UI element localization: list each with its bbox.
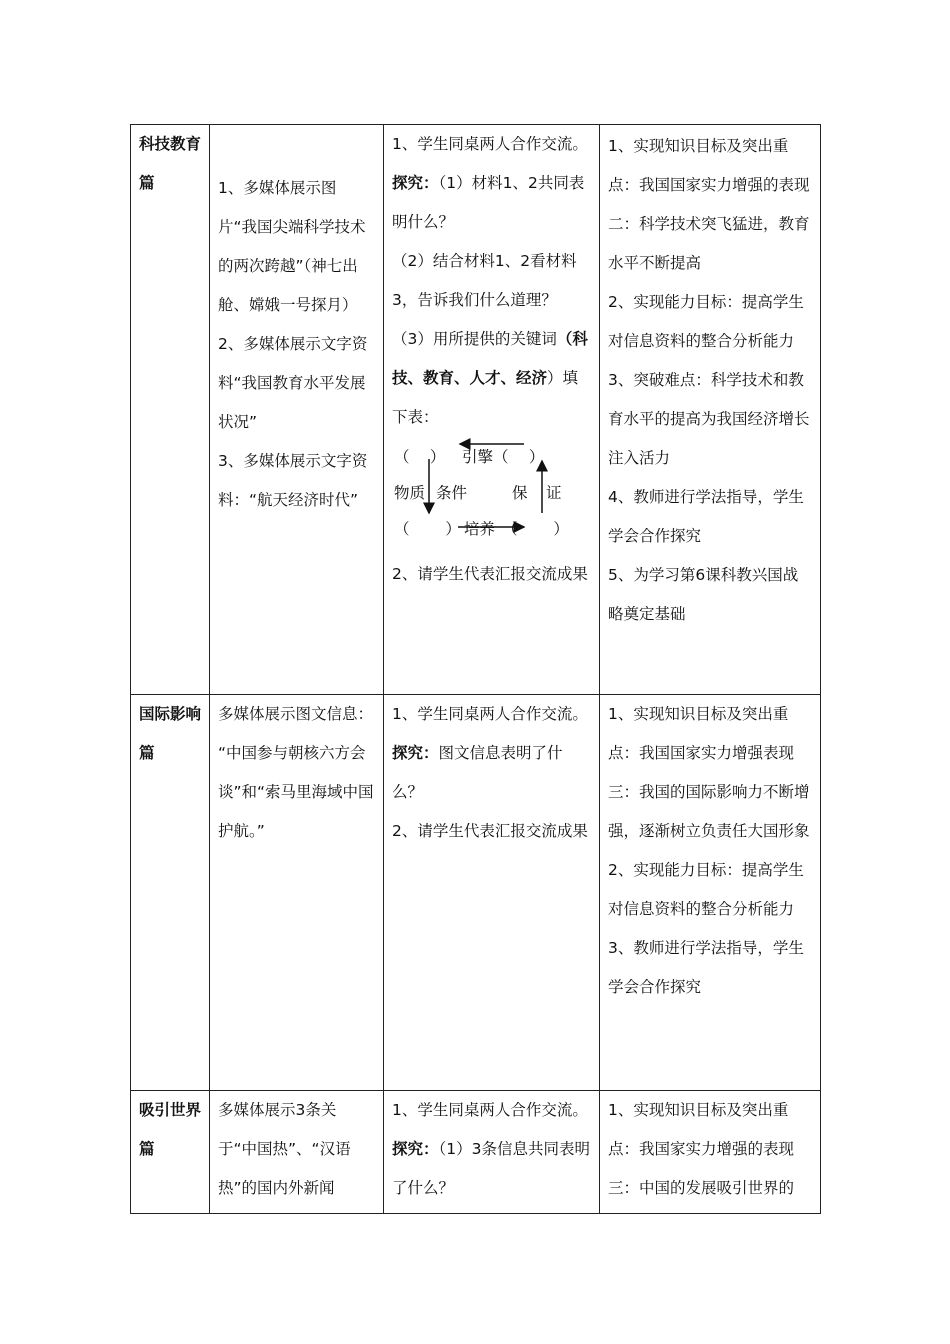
- section-title: 国际影响篇: [139, 705, 202, 762]
- design-intent-cell: [600, 1091, 821, 1214]
- diagram-box-top-left: （ ）: [394, 448, 446, 466]
- goal-item: 2、实现能力目标：提高学生对信息资料的整合分析能力: [608, 293, 804, 350]
- media-cell: [210, 695, 384, 1091]
- activity-text: 1、学生同桌两人合作交流。探究：图文信息表明了什么？: [392, 705, 588, 801]
- diagram-box-bottom-left: （ ）: [394, 520, 461, 538]
- diagram-label-guarantee-1: 保: [512, 484, 528, 502]
- diagram-label-cultivate: 培养: [464, 520, 496, 538]
- diagram-box-top-right: 引擎（ ）: [462, 448, 545, 466]
- student-activity-cell: [384, 125, 600, 695]
- student-activity-cell: [384, 695, 600, 1091]
- section-title-cell: [131, 695, 210, 1091]
- goal-item: 2、实现能力目标：提高学生对信息资料的整合分析能力: [608, 861, 804, 918]
- diagram-label-material: 物质: [394, 484, 426, 502]
- media-item: “中国参与朝核六方会谈”和“索马里海域中国护航。”: [218, 744, 374, 840]
- diagram-label-condition: 条件: [436, 484, 468, 502]
- media-item: 2、多媒体展示文字资料“我国教育水平发展状况”: [218, 335, 368, 431]
- media-cell: [210, 125, 384, 695]
- explore-label: 探究：: [392, 1140, 439, 1158]
- activity-report: 2、请学生代表汇报交流成果: [392, 822, 588, 840]
- activity-question: （3）用所提供的关键词（科技、教育、人才、经济）填下表：: [392, 330, 588, 426]
- activity-text: 1、学生同桌两人合作交流。探究：（1）材料1、2共同表明什么？: [392, 135, 588, 231]
- diagram-label-guarantee-2: 证: [546, 484, 562, 502]
- goal-item: 5、为学习第6课科教兴国战略奠定基础: [608, 566, 799, 623]
- media-item: 多媒体展示图文信息：: [218, 705, 374, 723]
- goal-item: 1、实现知识目标及突出重点：我国家实力增强的表现三：中国的发展吸引世界的: [608, 1101, 795, 1197]
- section-title: 科技教育篇: [139, 135, 202, 192]
- goal-item: 3、突破难点：科学技术和教育水平的提高为我国经济增长注入活力: [608, 371, 810, 467]
- lesson-plan-table: [130, 124, 821, 1214]
- design-intent-cell: [600, 695, 821, 1091]
- goal-item: 1、实现知识目标及突出重点：我国国家实力增强表现三：我国的国际影响力不断增强，逐渐树立负责任大国形象: [608, 705, 810, 840]
- goal-item: 4、教师进行学法指导，学生学会合作探究: [608, 488, 804, 545]
- explore-label: 探究：: [392, 744, 439, 762]
- media-cell: [210, 1091, 384, 1214]
- explore-label: 探究：: [392, 174, 439, 192]
- keywords: （科技、教育、人才、经济: [392, 330, 588, 387]
- media-item: 1、多媒体展示图片“我国尖端科学技术的两次跨越”（神七出舱、嫦娥一号探月）: [218, 179, 366, 314]
- section-title-cell: [131, 125, 210, 695]
- student-activity-cell: [384, 1091, 600, 1214]
- activity-report: 2、请学生代表汇报交流成果: [392, 565, 588, 583]
- activity-question: （2）结合材料1、2看材料3，告诉我们什么道理？: [392, 252, 577, 309]
- goal-item: 1、实现知识目标及突出重点：我国国家实力增强的表现二：科学技术突飞猛进，教育水平不断提高: [608, 137, 810, 272]
- table-row: [131, 1091, 821, 1214]
- media-item: 多媒体展示3条关于“中国热”、“汉语热”的国内外新闻: [218, 1101, 351, 1197]
- diagram-box-bottom-right: （ ）: [502, 520, 569, 538]
- table-row: [131, 125, 821, 695]
- activity-text: 1、学生同桌两人合作交流。探究：（1）3条信息共同表明了什么？: [392, 1101, 590, 1197]
- design-intent-cell: [600, 125, 821, 695]
- table-row: [131, 695, 821, 1091]
- section-title: 吸引世界篇: [139, 1101, 202, 1158]
- relationship-diagram: [394, 437, 594, 543]
- media-item: 3、多媒体展示文字资料：“航天经济时代”: [218, 452, 368, 509]
- goal-item: 3、教师进行学法指导，学生学会合作探究: [608, 939, 804, 996]
- section-title-cell: [131, 1091, 210, 1214]
